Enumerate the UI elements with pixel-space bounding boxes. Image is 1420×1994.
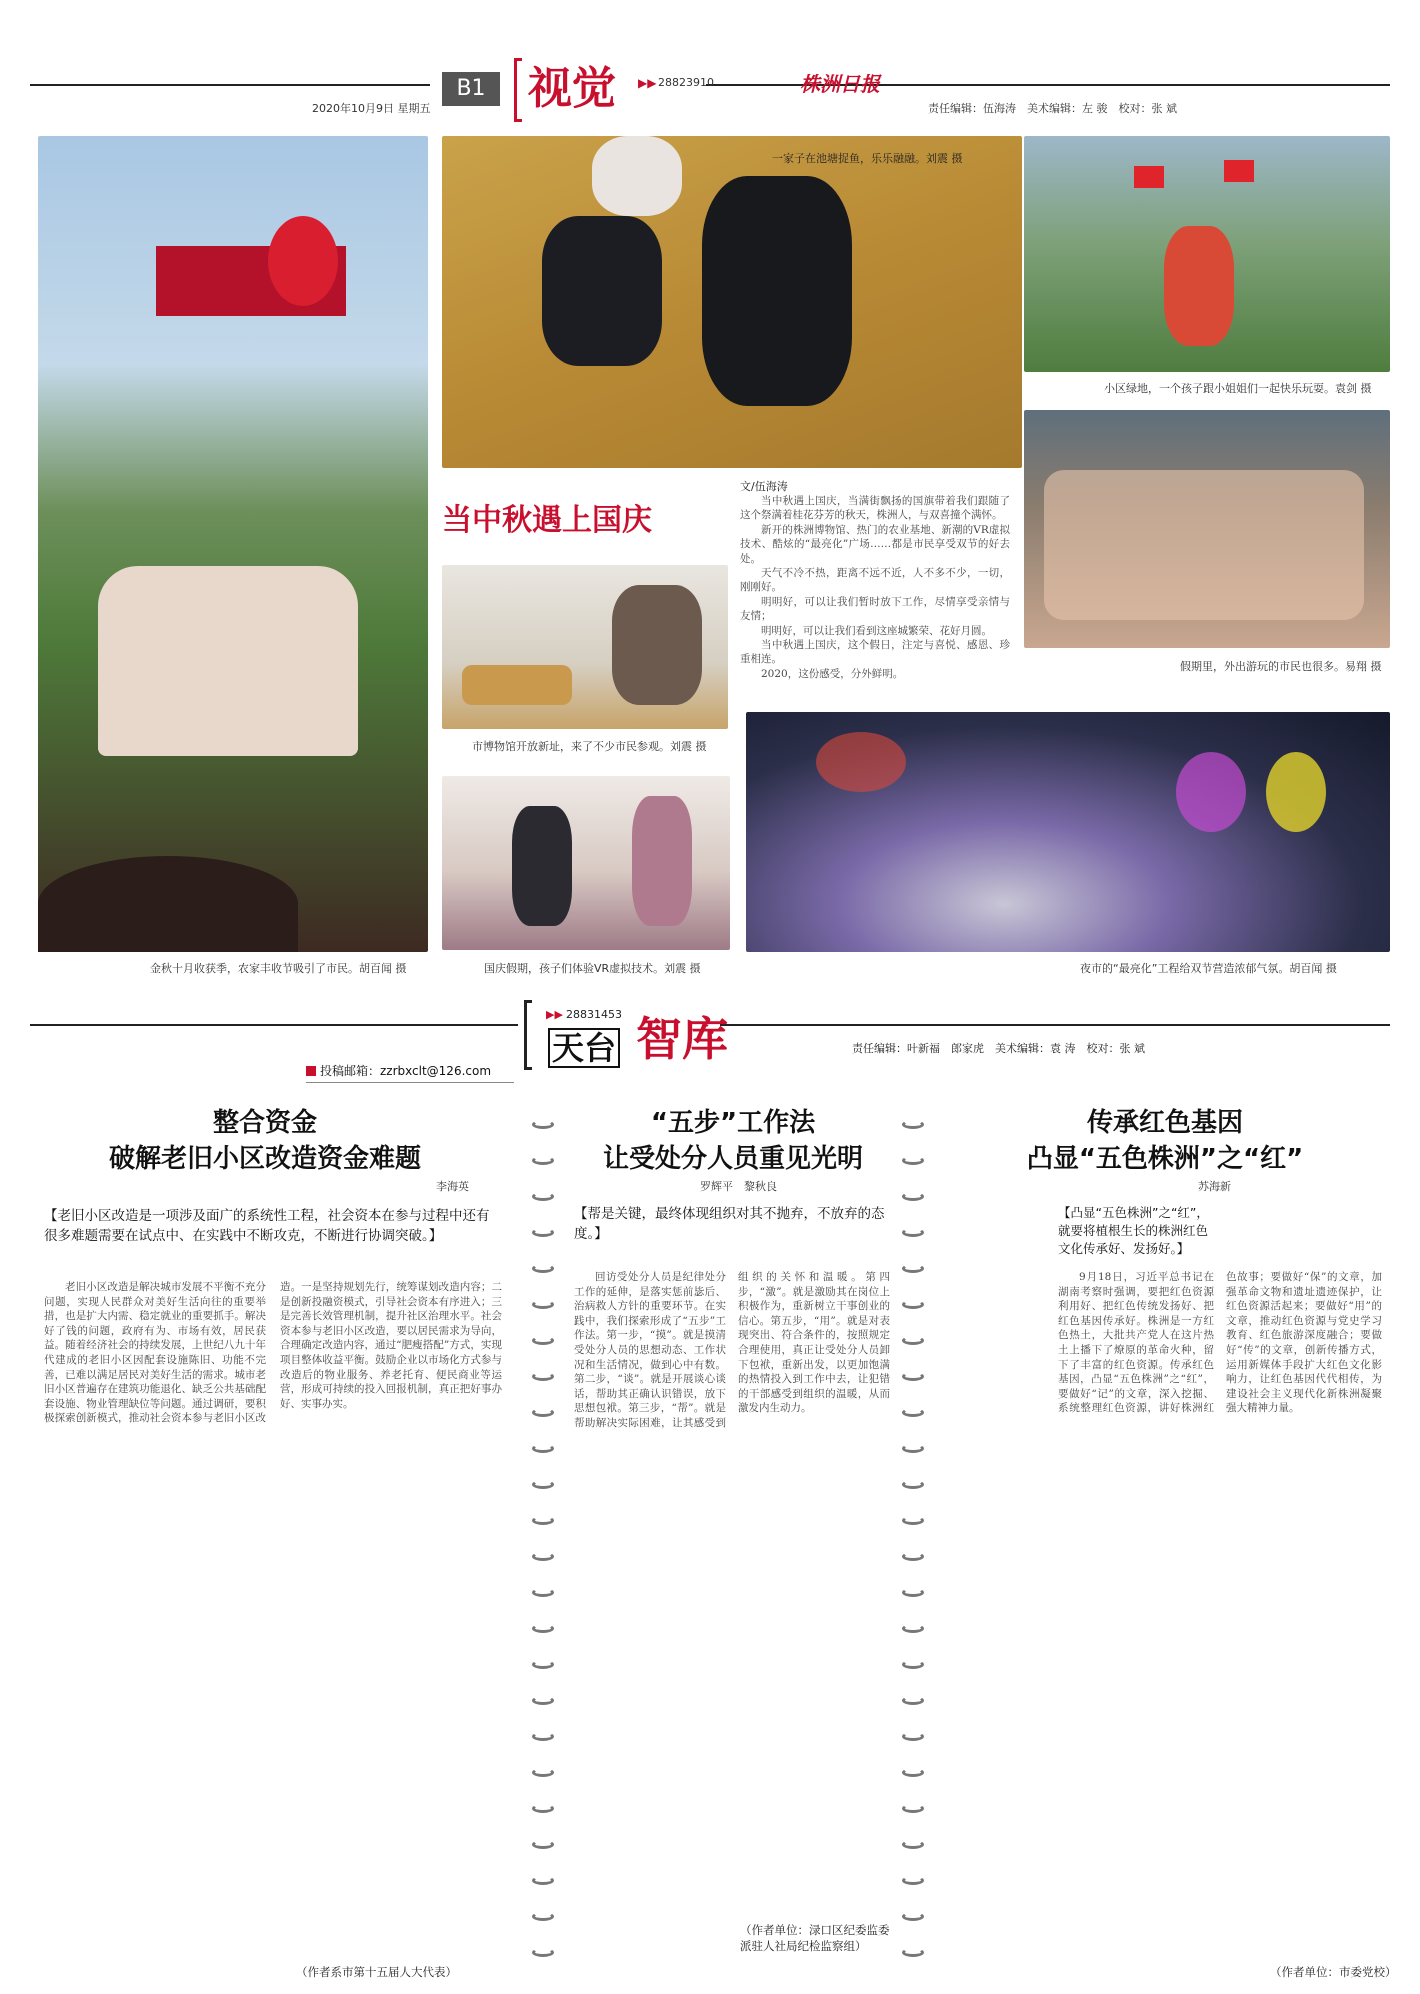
submission-email[interactable]: 投稿邮箱：zzrbxclt@126.com [320, 1064, 492, 1078]
feature-paragraph: 新开的株洲博物馆、热门的农业基地、新潮的VR虚拟技术、酷炫的“最亮化”广场……都是市民享受双节的好去处。 [740, 523, 1010, 565]
section-phone: 28831453 [566, 1008, 622, 1021]
feature-paragraph: 2020，这份感受，分外鲜明。 [761, 667, 904, 680]
article-author-note: （作者单位：渌口区纪委监委派驻人社局纪检监察组） [740, 1923, 890, 1953]
caption-selfie: 金秋十月收获季，农家丰收节吸引了市民。胡百闻 摄 [150, 962, 407, 975]
crowd-photo [1024, 410, 1390, 648]
arrows-icon: ▶▶ [638, 76, 657, 90]
feature-text [740, 494, 1010, 681]
section-title: 智库 [636, 1012, 728, 1066]
pond-fishing-photo [442, 136, 1022, 468]
article-body: 老旧小区改造是解决城市发展不平衡不充分问题，实现人民群众对美好生活向往的重要举措，也是扩大内需、稳定就业的重要抓手。解决好了钱的问题，政府有为、市场有效，居民获益。随着经济社会的持续发展，上世纪八九十年代建成的老旧小区因配套设施陈旧、功能不完善，已难以满足居民对美好生活的需求。城市老旧小区普遍存在建筑功能退化、缺乏公共基础配套设施、物业管理缺位等问题。通过调研，要积极探索创新模式，推动社会资本参与老旧小区改造。一是坚持规划先行，统筹谋划改造内容；二是创新投融资模式，引导社会资本有序进入；三是完善长效管理机制，提升社区治理水平。社会资本参与老旧小区改造，要以居民需求为导向，合理确定改造内容，通过“肥瘦搭配”方式，实现项目整体收益平衡。鼓励企业以市场化方式参与改造后的物业服务、养老托育、便民商业等运营，形成可持续的投入回报机制，真正把好事办好、实事办实。 [44, 1281, 502, 1425]
night-lights-photo [746, 712, 1390, 952]
article-author-note: （作者系市第十五届人大代表） [296, 1965, 457, 1979]
binding-rings [532, 1120, 558, 1990]
article-author-note: （作者单位：市委党校） [1270, 1965, 1397, 1979]
section-title: 视觉 [528, 63, 616, 114]
article-lead: 【老旧小区改造是一项涉及面广的系统性工程，社会资本在参与过程中还有很多难题需要在试点中、在实践中不断攻克，不断进行协调突破。】 [44, 1208, 490, 1244]
issue-date: 2020年10月9日 星期五 [312, 102, 431, 115]
caption-crowd: 假期里，外出游玩的市民也很多。易翔 摄 [1180, 660, 1382, 673]
caption-night: 夜市的“最亮化”工程给双节营造浓郁气氛。胡百闻 摄 [1080, 962, 1337, 975]
harvest-selfie-photo [38, 136, 428, 952]
section-bracket-left [514, 58, 522, 122]
caption-flags: 小区绿地，一个孩子跟小姐姐们一起快乐玩耍。袁剑 摄 [1104, 382, 1372, 395]
article-title-line1: “五步”工作法 [650, 1108, 816, 1138]
article-lead: 【帮是关键，最终体现组织对其不抛弃，不放弃的态度。】 [574, 1206, 885, 1242]
feature-headline: 当中秋遇上国庆 [442, 503, 652, 538]
caption-vr: 国庆假期，孩子们体验VR虚拟技术。刘震 摄 [484, 962, 701, 975]
article-body: 回访受处分人员是纪律处分工作的延伸，是落实惩前毖后、治病救人方针的重要环节。在实践中，我们探索形成了“五步”工作法。第一步，“摸”。就是摸清受处分人员的思想动态、工作状况和生活情况，做到心中有数。第二步，“谈”。就是开展谈心谈话，帮助其正确认识错误，放下思想包袱。第三步，“帮”。就是帮助解决实际困难，让其感受到组织的关怀和温暖。第四步，“激”。就是激励其在岗位上积极作为，重新树立干事创业的信心。第五步，“用”。就是对表现突出、符合条件的，按照规定合理使用，真正让受处分人员卸下包袱，重新出发，以更加饱满的热情投入到工作中去，让犯错的干部感受到组织的温暖，从而激发内生动力。 [574, 1271, 890, 1429]
article-byline: 苏海新 [1198, 1180, 1231, 1193]
page-number: B1 [442, 72, 500, 106]
editor-credits: 责任编辑：伍海涛 美术编辑：左 骏 校对：张 斌 [928, 102, 1177, 115]
section-prefix: 天台 [548, 1028, 620, 1068]
article-title-line2: 凸显“五色株洲”之“红” [1026, 1144, 1304, 1174]
article-title-line1: 传承红色基因 [1086, 1108, 1243, 1138]
article-title-line1: 整合资金 [212, 1108, 317, 1138]
article-lead: 【凸显“五色株洲”之“红”，就要将植根生长的株洲红色文化传承好、发扬好。】 [1058, 1205, 1209, 1256]
paper-name: 株洲日报 [800, 72, 880, 96]
article-byline: 罗辉平 黎秋良 [700, 1180, 777, 1193]
article-body: 9月18日，习近平总书记在湖南考察时强调，要把红色资源利用好、把红色传统发扬好、把红色基因传承好。株洲是一方红色热土，大批共产党人在这片热土上播下了燎原的革命火种，留下了丰富的红色资源。传承红色基因，凸显“五色株洲”之“红”，要做好“记”的文章，深入挖掘、系统整理红色资源，讲好株洲红色故事；要做好“保”的文章，加强革命文物和遗址遗迹保护，让红色资源活起来；要做好“用”的文章，推动红色资源与党史学习教育、红色旅游深度融合；要做好“传”的文章，创新传播方式，运用新媒体手段扩大红色文化影响力，让红色基因代代相传，为建设社会主义现代化新株洲凝聚强大精神力量。 [1058, 1271, 1382, 1415]
flags-children-photo [1024, 136, 1390, 372]
email-icon [306, 1066, 316, 1076]
editor-credits: 责任编辑：叶新福 郎家虎 美术编辑：袁 涛 校对：张 斌 [852, 1042, 1145, 1055]
article-byline: 李海英 [436, 1180, 469, 1193]
caption-museum: 市博物馆开放新址，来了不少市民参观。刘震 摄 [472, 740, 707, 753]
binding-rings [902, 1120, 928, 1990]
article-title-line2: 破解老旧小区改造资金难题 [108, 1144, 421, 1174]
vr-experience-photo [442, 776, 730, 950]
museum-photo [442, 565, 728, 729]
feature-byline: 文/伍海涛 [740, 480, 788, 493]
section-bracket-left [524, 1000, 532, 1070]
feature-paragraph: 明明好，可以让我们暂时放下工作，尽情享受亲情与友情； [740, 595, 1010, 623]
article-title-line2: 让受处分人员重见光明 [602, 1144, 863, 1174]
arrows-icon: ▶▶ [546, 1008, 563, 1021]
feature-paragraph: 天气不冷不热，距离不远不近，人不多不少，一切，刚刚好。 [740, 567, 1010, 594]
feature-paragraph: 当中秋遇上国庆，当满街飘扬的国旗带着我们跟随了这个祭满着桂花芬芳的秋天，株洲人，与双喜撞个满怀。 [740, 495, 1010, 522]
caption-fishing: 一家子在池塘捉鱼，乐乐融融。刘震 摄 [772, 152, 963, 165]
section-phone: 28823910 [658, 76, 714, 89]
feature-paragraph: 明明好，可以让我们看到这座城繁荣、花好月圆。 [761, 624, 992, 637]
feature-paragraph: 当中秋遇上国庆，这个假日，注定与喜悦、感恩、珍重相连。 [740, 639, 1010, 666]
